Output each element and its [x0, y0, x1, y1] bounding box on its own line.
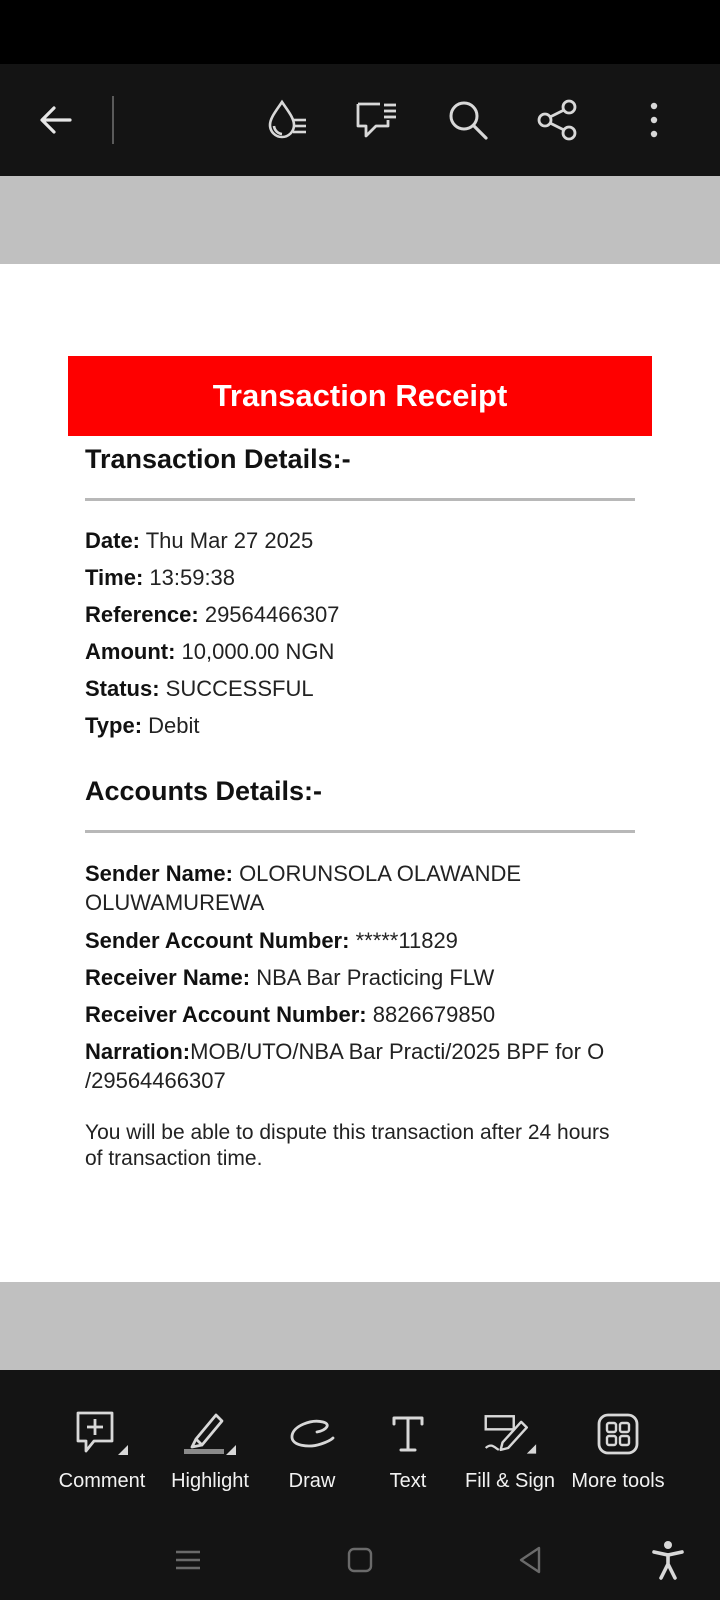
share-button[interactable]: [530, 92, 586, 148]
comments-button[interactable]: [348, 92, 404, 148]
detail-row-date: Date: Thu Mar 27 2025: [85, 528, 314, 553]
transaction-details-title: Transaction Details:-: [85, 444, 351, 474]
grid-icon: [596, 1412, 640, 1456]
comment-tool-label: Comment: [58, 1470, 146, 1492]
comments-icon: [352, 96, 400, 144]
detail-row-narration: Narration:MOB/UTO/NBA Bar Practi/2025 BPF for O /29564466307: [85, 1039, 605, 1093]
detail-row-type: Type: Debit: [85, 713, 200, 738]
page-gap-top: [0, 176, 720, 264]
dispute-note: You will be able to dispute this transaction after 24 hours of transaction time.: [85, 1121, 610, 1170]
status-bar: [0, 0, 720, 64]
comment-tool-button[interactable]: [47, 1406, 157, 1506]
liquid-mode-button[interactable]: [258, 92, 314, 148]
detail-row-amount: Amount: 10,000.00 NGN: [85, 639, 335, 664]
receipt-header-banner: [68, 356, 652, 436]
highlight-tool-label: Highlight: [171, 1470, 249, 1492]
system-navigation-bar: [0, 1520, 720, 1600]
text-tool-button[interactable]: [353, 1406, 463, 1506]
accessibility-icon: [651, 1540, 685, 1580]
detail-row-receiver-name: Receiver Name: NBA Bar Practicing FLW: [85, 965, 495, 990]
search-button[interactable]: [440, 92, 496, 148]
accounts-section-rule: [85, 830, 635, 833]
detail-row-reference: Reference: 29564466307: [85, 602, 340, 627]
nav-back-button[interactable]: [506, 1536, 554, 1584]
highlighter-icon: [182, 1409, 238, 1459]
transaction-section-rule: [85, 498, 635, 501]
accessibility-button[interactable]: [644, 1536, 692, 1584]
more-vertical-icon: [644, 100, 664, 140]
detail-row-receiver-account: Receiver Account Number: 8826679850: [85, 1002, 496, 1027]
accounts-details-title: Accounts Details:-: [85, 776, 323, 806]
nav-back-triangle-icon: [517, 1546, 543, 1574]
receipt-title: Transaction Receipt: [212, 378, 508, 413]
fill-sign-tool-button[interactable]: [455, 1406, 565, 1506]
recent-apps-icon: [174, 1548, 202, 1572]
text-icon: [388, 1412, 428, 1456]
comment-add-icon: [74, 1409, 130, 1459]
draw-icon: [287, 1414, 337, 1454]
more-tools-label: More tools: [571, 1470, 665, 1492]
liquid-mode-icon: [262, 96, 310, 144]
home-square-icon: [347, 1547, 373, 1573]
detail-row-sender-account: Sender Account Number: *****11829: [85, 928, 458, 953]
pdf-page[interactable]: [0, 264, 720, 1282]
back-button[interactable]: [28, 92, 84, 148]
page-gap-bottom: [0, 1282, 720, 1370]
fill-sign-tool-label: Fill & Sign: [464, 1470, 556, 1492]
toolbar-divider: [112, 96, 114, 144]
detail-row-time: Time: 13:59:38: [85, 565, 236, 590]
bottom-toolbar: [0, 1370, 720, 1520]
home-button[interactable]: [336, 1536, 384, 1584]
recent-apps-button[interactable]: [164, 1536, 212, 1584]
share-icon: [536, 98, 580, 142]
more-tools-button[interactable]: [563, 1406, 673, 1506]
detail-row-sender-name: Sender Name: OLORUNSOLA OLAWANDE OLUWAMUREWA: [85, 861, 522, 915]
draw-tool-button[interactable]: [257, 1406, 367, 1506]
highlight-tool-button[interactable]: [155, 1406, 265, 1506]
search-icon: [446, 98, 490, 142]
back-arrow-icon: [36, 100, 76, 140]
top-toolbar: [0, 64, 720, 176]
detail-row-status: Status: SUCCESSFUL: [85, 676, 314, 701]
draw-tool-label: Draw: [288, 1470, 336, 1492]
overflow-menu-button[interactable]: [626, 92, 682, 148]
fill-sign-icon: [482, 1409, 538, 1459]
text-tool-label: Text: [389, 1470, 427, 1492]
